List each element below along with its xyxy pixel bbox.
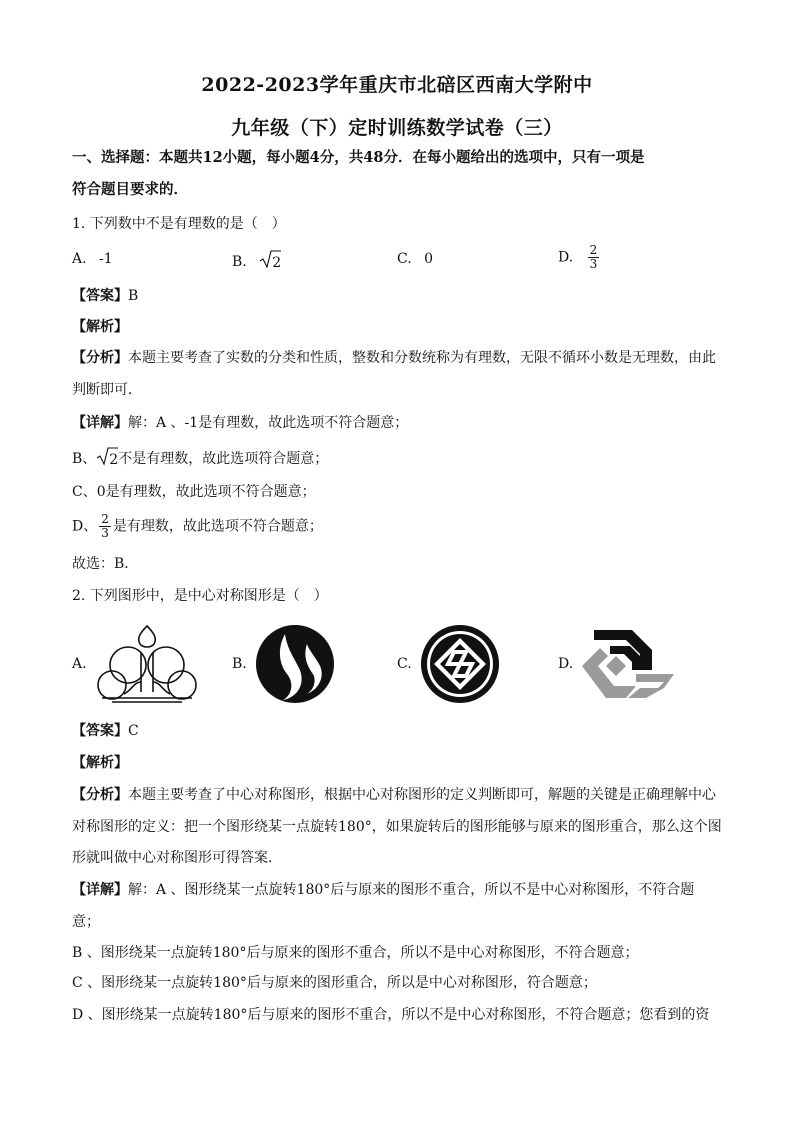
title-line-2: 九年级（下）定时训练数学试卷（三） <box>231 117 563 139</box>
fenxi-tag: 【分析】 <box>72 350 128 366</box>
q2-option-a-label: A. <box>72 656 87 672</box>
q1-option-b-label: B. <box>232 254 247 270</box>
q1-detail-b <box>72 446 732 472</box>
q2-fenxi-line-2: 对称图形的定义：把一个图形绕某一点旋转180°，如果旋转后的图形能够与原来的图形重合，那么这个图 <box>72 819 722 835</box>
detail-tag: 【详解】 <box>72 415 128 431</box>
q1-conclusion: 故选：B． <box>72 556 139 572</box>
q1-option-d-label: D. <box>558 249 574 266</box>
fenxi-text: 本题主要考查了实数的分类和性质，整数和分数统称为有理数，无限不循环小数是无理数，由此 <box>128 350 716 366</box>
detail-b-radicand: 2 <box>109 452 119 468</box>
detail-d-fraction <box>99 513 111 540</box>
q1-option-c <box>397 249 433 269</box>
figure-b-flame-icon <box>255 624 335 704</box>
q1-option-d <box>558 244 601 271</box>
q2-option-c-label: C. <box>397 656 412 672</box>
q2-option-d-label: D. <box>558 656 574 672</box>
q1-detail-c: C、0是有理数，故此选项不符合题意； <box>72 484 316 500</box>
q1-answer <box>72 286 732 306</box>
q1-fenxi-line-1 <box>72 348 732 368</box>
q1-fenxi-line-2: 判断即可． <box>72 382 142 398</box>
section-heading-line-1: 一、选择题：本题共12小题，每小题4分，共48分．在每小题给出的选项中，只有一项是 <box>72 149 645 166</box>
q1-detail-d <box>72 513 732 540</box>
q1-detail-a <box>72 413 732 433</box>
q2-detail-a-line-2: 意； <box>72 914 100 930</box>
q2-detail-a-line-1 <box>72 880 732 900</box>
q2-answer <box>72 721 732 741</box>
q2-detail-d: D 、图形绕某一点旋转180°后与原来的图形不重合，所以不是中心对称图形，不符合题意；您看到的资 <box>72 1007 710 1023</box>
detail-tag: 【详解】 <box>72 882 128 898</box>
fenxi-text: 本题主要考查了中心对称图形，根据中心对称图形的定义判断即可，解题的关键是正确理解中心 <box>128 787 716 803</box>
q1-option-b <box>232 249 281 275</box>
detail-b-prefix: B、 <box>72 451 97 467</box>
q2-detail-c: C 、图形绕某一点旋转180°后与原来的图形重合，所以是中心对称图形，符合题意； <box>72 975 597 991</box>
fraction-denominator: 3 <box>589 257 598 271</box>
q1-analysis-tag: 【解析】 <box>72 319 128 335</box>
q1-stem: 1. 下列数中不是有理数的是（ ） <box>72 216 286 232</box>
detail-d-text: 是有理数，故此选项不符合题意； <box>112 518 323 535</box>
detail-b-text: 不是有理数，故此选项符合题意； <box>118 451 329 467</box>
fraction-numerator: 2 <box>589 243 598 257</box>
q2-analysis-tag: 【解析】 <box>72 755 128 771</box>
detail-a-text: 解：A 、图形绕某一点旋转180°后与原来的图形不重合，所以不是中心对称图形，不符合题 <box>128 882 695 898</box>
q1-option-a-value: -1 <box>99 251 113 267</box>
q1-option-a-label: A. <box>72 251 87 267</box>
q1-option-c-label: C. <box>397 251 412 267</box>
q1-option-a <box>72 249 113 269</box>
answer-tag: 【答案】 <box>72 288 128 304</box>
figure-c-badge-icon <box>420 624 500 704</box>
answer-tag: 【答案】 <box>72 723 128 739</box>
q1-option-b-radicand: 2 <box>272 255 282 271</box>
q1-option-c-value: 0 <box>424 251 434 267</box>
answer-value: B <box>128 288 139 304</box>
detail-a-text: 解：A 、-1是有理数，故此选项不符合题意； <box>128 415 409 431</box>
fenxi-tag: 【分析】 <box>72 787 128 803</box>
title-line-1: 2022-2023学年重庆市北碚区西南大学附中 <box>201 74 593 96</box>
answer-value: C <box>128 723 139 739</box>
figure-a-circles-icon <box>92 624 202 704</box>
section-heading-line-2: 符合题目要求的． <box>72 181 188 198</box>
fraction-numerator: 2 <box>101 512 109 526</box>
q2-stem: 2. 下列图形中，是中心对称图形是（ ） <box>72 588 328 604</box>
detail-d-prefix: D、 <box>72 518 98 535</box>
q1-option-d-fraction <box>588 244 600 271</box>
q2-fenxi-line-1 <box>72 785 732 805</box>
fraction-denominator: 3 <box>101 526 109 540</box>
q2-option-b-label: B. <box>232 656 247 672</box>
q2-detail-b: B 、图形绕某一点旋转180°后与原来的图形不重合，所以不是中心对称图形，不符合题意； <box>72 945 639 961</box>
q2-fenxi-line-3: 形就叫做中心对称图形可得答案． <box>72 850 282 866</box>
figure-d-arrows-icon <box>580 626 676 702</box>
